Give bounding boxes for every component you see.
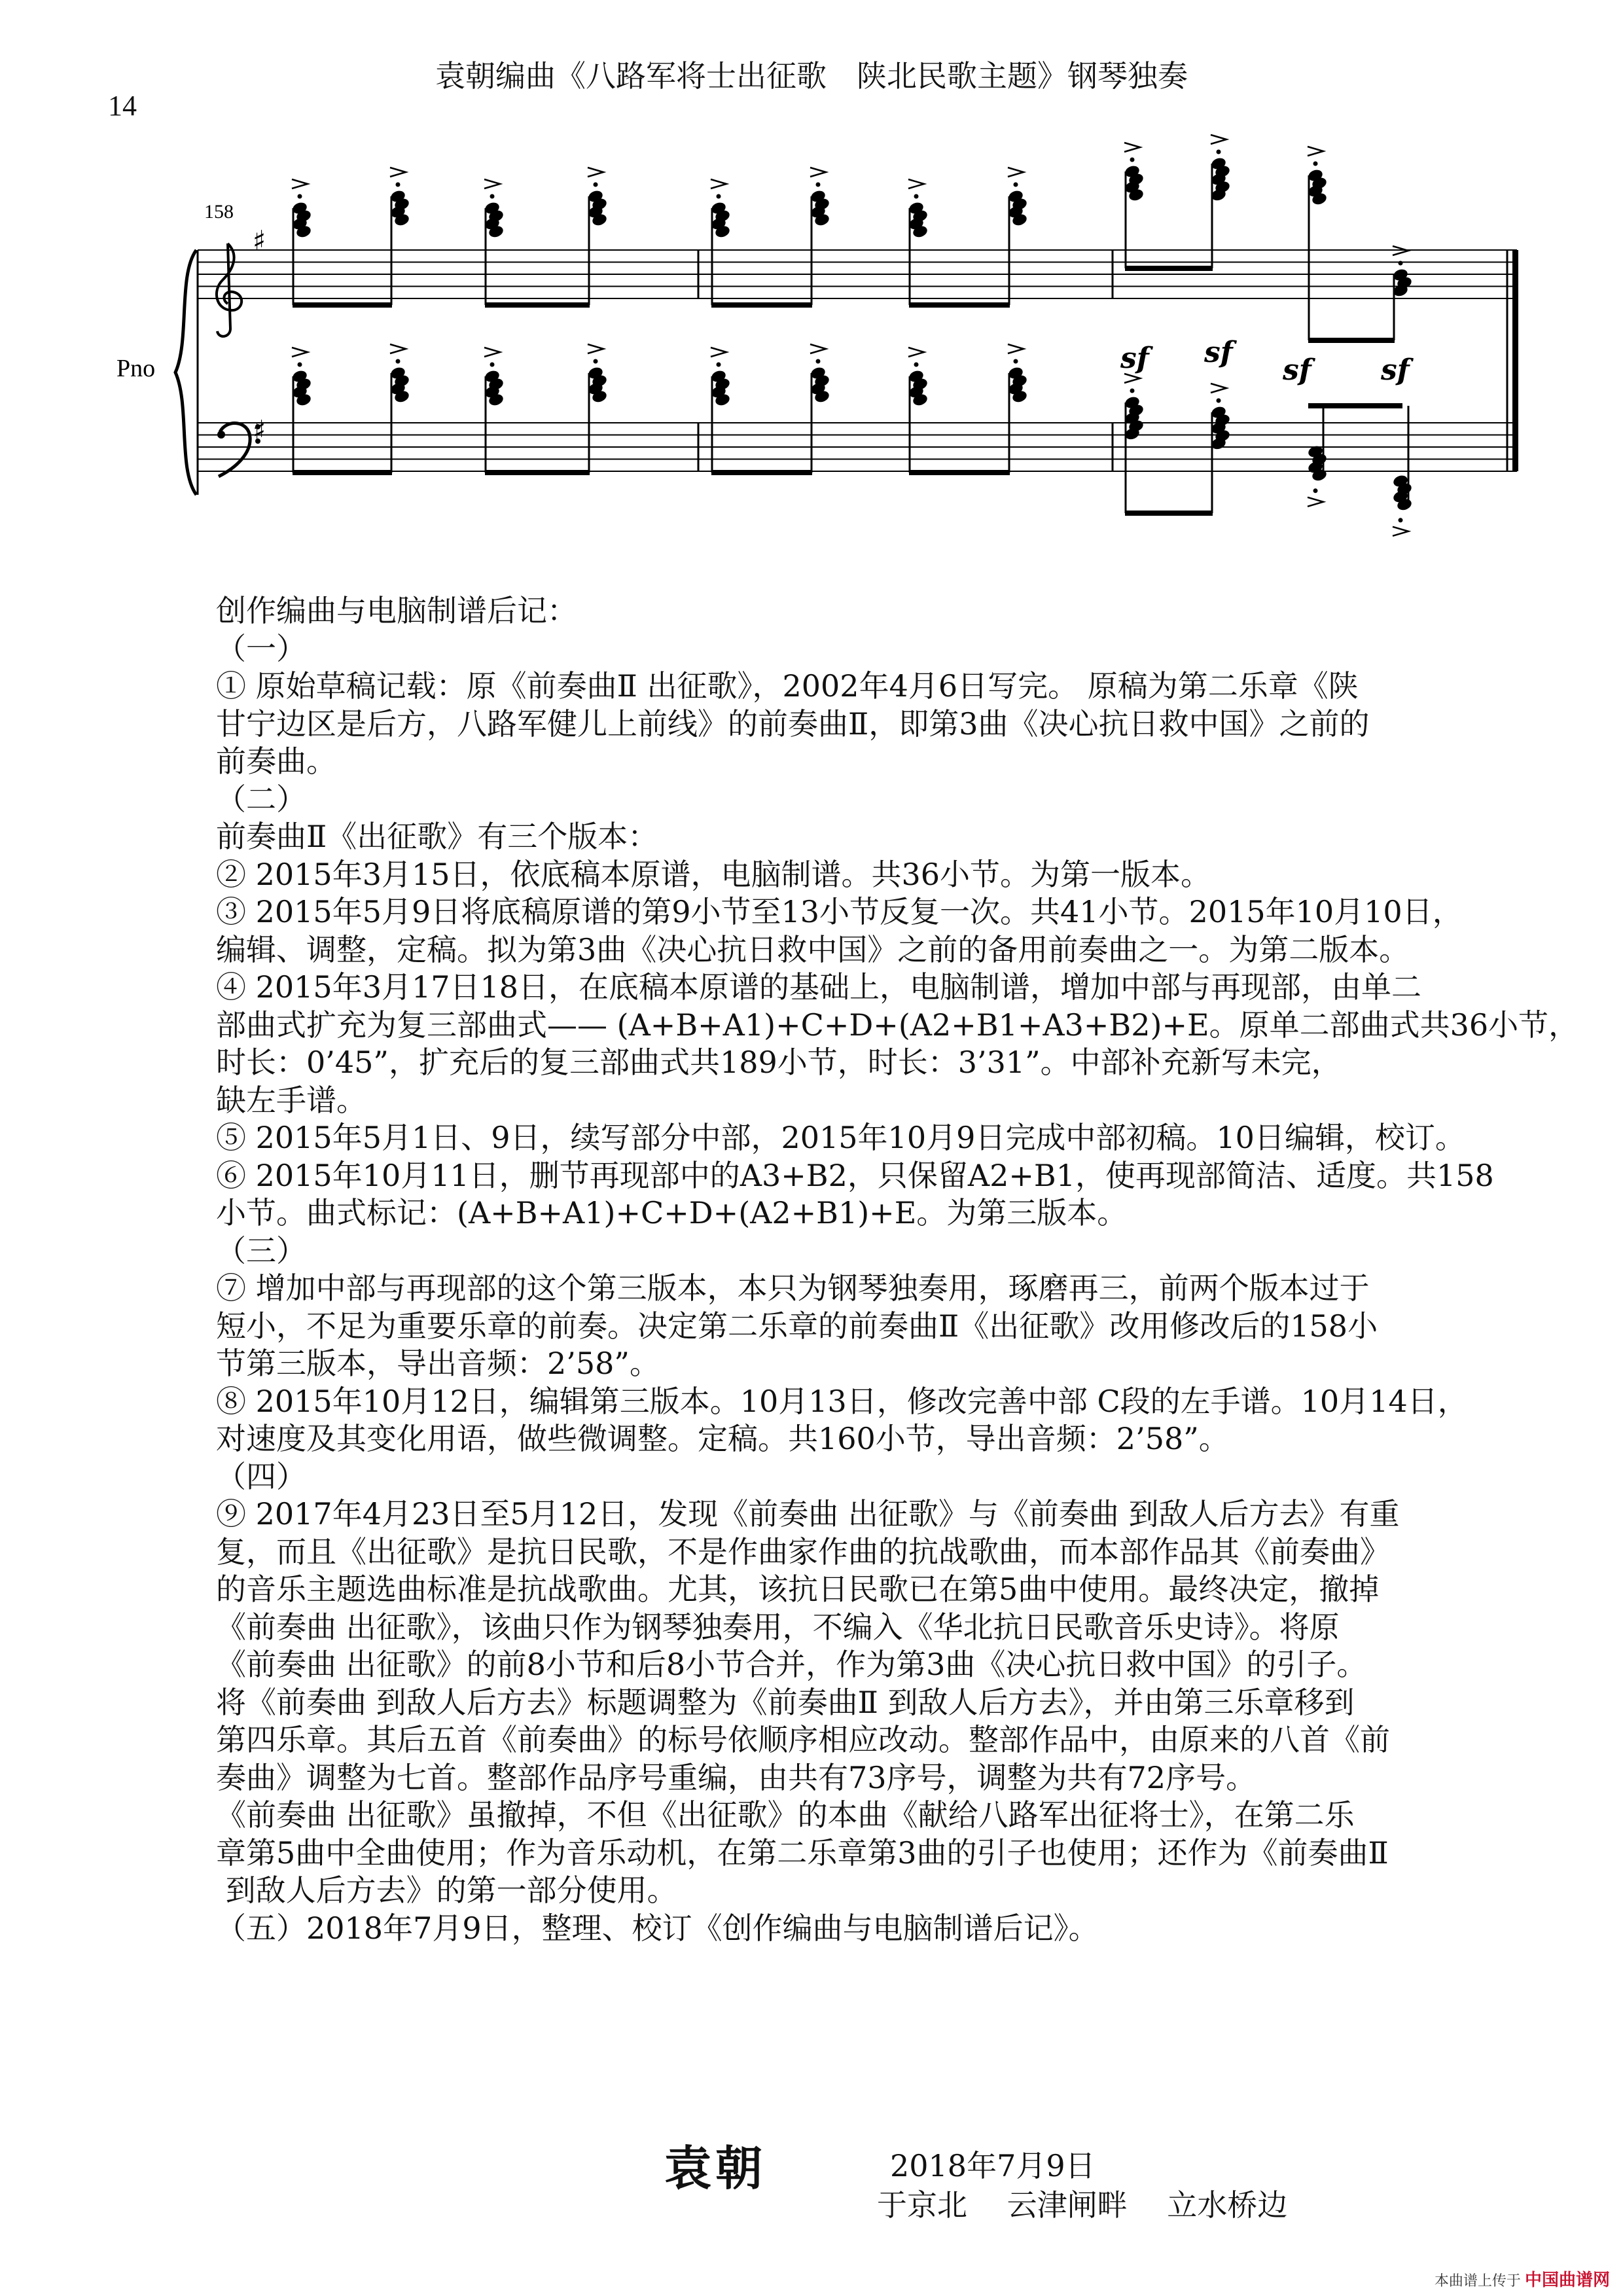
staccato-dot [1313, 162, 1318, 166]
chord [1210, 384, 1231, 513]
beam [485, 470, 590, 475]
beam [1308, 403, 1402, 408]
accent-mark [1393, 527, 1408, 536]
beam [909, 470, 1010, 475]
staccato-dot [1313, 488, 1318, 493]
staccato-dot [914, 194, 919, 199]
accent-mark [908, 348, 924, 357]
afterword-line: ② 2015年3月15日，依底稿本原谱，电脑制谱。共36小节。为第一版本。 [216, 856, 1211, 892]
accent-mark [1124, 374, 1140, 383]
signature-name: 袁朝 [664, 2140, 767, 2196]
accent-mark [1008, 344, 1024, 353]
beam [711, 302, 812, 308]
chord [389, 344, 410, 473]
staccato-dot [396, 183, 401, 187]
staccato-dot [594, 183, 598, 187]
chord [1392, 246, 1413, 340]
signature-place: 于京北 云津闸畔 立水桥边 [877, 2187, 1288, 2223]
beam [293, 470, 392, 475]
dynamic-sf: sf [1381, 353, 1410, 387]
afterword-line: 编辑、调整，定稿。拟为第3曲《决心抗日救中国》之前的备用前奏曲之一。为第二版本。 [216, 931, 1410, 967]
afterword-line: （五）2018年7月9日，整理、校订《创作编曲与电脑制谱后记》。 [216, 1910, 1099, 1946]
afterword-line: 《前奏曲 出征歌》虽撤掉，不但《出征歌》的本曲《献给八路军出征将士》，在第二乐 [216, 1797, 1355, 1833]
afterword-line: （二） [216, 781, 306, 817]
staccato-dot [298, 363, 302, 367]
dynamics [1120, 336, 1414, 387]
afterword-line: ① 原始草稿记载：原《前奏曲Ⅱ 出征歌》，2002年4月6日写完。 原稿为第二乐章《陕 [216, 668, 1359, 704]
afterword-line: ⑤ 2015年5月1日、9日，续写部分中部，2015年10月9日完成中部初稿。10日编辑，校订。 [216, 1120, 1465, 1155]
afterword-line: ⑦ 增加中部与再现部的这个第三版本，本只为钢琴独奏用，琢磨再三，前两个版本过于 [216, 1270, 1370, 1306]
chord [1210, 135, 1231, 268]
chord [1007, 344, 1028, 473]
afterword-line: 小节。曲式标记：(A+B+A1)+C+D+(A2+B1)+E。为第三版本。 [216, 1195, 1128, 1230]
staccato-dot [1130, 389, 1135, 393]
accent-mark [908, 179, 924, 188]
score [0, 0, 1623, 576]
chord [587, 344, 608, 473]
accent-mark [484, 348, 500, 357]
afterword-line: 前奏曲Ⅱ《出征歌》有三个版本： [216, 819, 658, 854]
accent-mark [1211, 384, 1226, 393]
afterword-line: ⑥ 2015年10月11日，删节再现部中的A3+B2，只保留A2+B1，使再现部简洁、适度。共158 [216, 1157, 1494, 1193]
chord [1124, 374, 1145, 513]
beam [1125, 266, 1213, 271]
staccato-dot [1014, 183, 1018, 187]
staff-lines [198, 250, 1517, 471]
staccato-dot [1130, 158, 1135, 162]
afterword-line: （四） [216, 1458, 306, 1494]
accent-mark [1308, 497, 1323, 507]
treble-sharp-icon: ♯ [253, 224, 266, 257]
afterword-line: （三） [216, 1232, 306, 1268]
afterword-line: 甘宁边区是后方，八路军健儿上前线》的前奏曲Ⅱ，即第3曲《决心抗日救中国》之前的 [216, 706, 1370, 742]
afterword-line: 奏曲》调整为七首。整部作品序号重编，由共有73序号，调整为共有72序号。 [216, 1759, 1257, 1795]
header-title: 袁朝编曲《八路军将士出征歌 陕北民歌主题》钢琴独奏 [435, 58, 1188, 94]
accent-mark [1308, 147, 1323, 156]
chord [1307, 406, 1328, 507]
staccato-dot [717, 363, 721, 367]
accent-mark [390, 168, 406, 177]
staccato-dot [816, 183, 821, 187]
chords [291, 135, 1413, 536]
staccato-dot [914, 363, 919, 367]
afterword-line: 复，而且《出征歌》是抗日民歌，不是作曲家作曲的抗战歌曲，而本部作品其《前奏曲》 [216, 1534, 1390, 1570]
afterword-line: 章第5曲中全曲使用；作为音乐动机，在第二乐章第3曲的引子也使用；还作为《前奏曲Ⅱ [216, 1835, 1389, 1871]
accent-mark [588, 344, 603, 353]
chord [587, 168, 608, 305]
afterword-text [216, 592, 1579, 1947]
staccato-dot [298, 194, 302, 199]
chord [908, 348, 929, 473]
accent-mark [711, 348, 726, 357]
afterword-line: ④ 2015年3月17日18日，在底稿本原谱的基础上，电脑制谱，增加中部与再现部，由单二 [216, 969, 1422, 1005]
staccato-dot [1399, 518, 1403, 522]
accent-mark [1124, 143, 1140, 152]
beam [485, 302, 590, 308]
dynamic-sf: sf [1204, 336, 1233, 369]
accent-mark [484, 179, 500, 188]
staccato-dot [1217, 150, 1221, 154]
afterword-line: ⑧ 2015年10月12日，编辑第三版本。10月13日，修改完善中部 C段的左手谱。10月14日， [216, 1383, 1468, 1419]
afterword-line: 将《前奏曲 到敌人后方去》标题调整为《前奏曲Ⅱ 到敌人后方去》，并由第三乐章移到 [216, 1684, 1355, 1720]
accent-mark [292, 179, 308, 188]
beam [909, 302, 1010, 308]
accent-mark [390, 344, 406, 353]
accent-mark [1008, 168, 1024, 177]
afterword-line: 短小，不足为重要乐章的前奏。决定第二乐章的前奏曲Ⅱ《出征歌》改用修改后的158小 [216, 1308, 1378, 1344]
staccato-dot [816, 359, 821, 364]
measure-number: 158 [204, 201, 234, 223]
staccato-dot [490, 363, 495, 367]
afterword-line: 节第三版本，导出音频：2’58”。 [216, 1346, 660, 1381]
beam [711, 470, 812, 475]
accent-mark [1211, 135, 1226, 144]
staccato-dot [1399, 261, 1403, 266]
accent-mark [292, 348, 308, 357]
instrument-label: Pno [116, 355, 156, 382]
afterword-line: ⑨ 2017年4月23日至5月12日，发现《前奏曲 出征歌》与《前奏曲 到敌人后方去》有重 [216, 1496, 1400, 1532]
watermark-prefix: 本曲谱上传于 [1434, 2272, 1521, 2289]
afterword-line: 对速度及其变化用语，做些微调整。定稿。共160小节，导出音频：2’58”。 [216, 1421, 1229, 1456]
beam [1125, 511, 1213, 516]
chord [810, 168, 830, 305]
chord [810, 344, 830, 473]
accent-mark [810, 168, 826, 177]
chord [389, 168, 410, 305]
final-barline [1512, 250, 1518, 471]
staccato-dot [717, 194, 721, 199]
afterword-line: 时长：0’45”，扩充后的复三部曲式共189小节，时长：3’31”。中部补充新写未完， [216, 1045, 1342, 1080]
afterword-line: 《前奏曲 出征歌》的前8小节和后8小节合并，作为第3曲《决心抗日救中国》的引子。 [216, 1647, 1367, 1682]
afterword-line: 到敌人后方去》的第一部分使用。 [216, 1873, 677, 1908]
chord [1007, 168, 1028, 305]
accent-mark [588, 168, 603, 177]
signature-date: 2018年7月9日 [890, 2148, 1096, 2183]
dynamic-sf: sf [1120, 342, 1149, 375]
afterword-line: 创作编曲与电脑制谱后记： [216, 593, 577, 628]
afterword-line: 的音乐主题选曲标准是抗战歌曲。尤其，该抗日民歌已在第5曲中使用。最终决定，撤掉 [216, 1571, 1380, 1607]
accent-mark [810, 344, 826, 353]
watermark [1435, 2267, 1610, 2291]
beam [1308, 338, 1395, 343]
chord [291, 348, 312, 473]
afterword-line: ③ 2015年5月9日将底稿原谱的第9小节至13小节反复一次。共41小节。2015年10月10日， [216, 894, 1463, 929]
chord [484, 348, 505, 473]
afterword-line: 部曲式扩充为复三部曲式—— (A+B+A1)+C+D+(A2+B1+A3+B2)+E。原单二部曲式共36小节， [216, 1007, 1579, 1043]
accent-mark [711, 179, 726, 188]
watermark-brand: 中国曲谱网 [1524, 2270, 1610, 2289]
afterword-line: （一） [216, 630, 306, 666]
grand-staff-brace [175, 250, 196, 495]
beam [293, 302, 392, 308]
staccato-dot [594, 359, 598, 364]
chord [710, 348, 731, 473]
staccato-dot [1014, 359, 1018, 364]
staccato-dot [490, 194, 495, 199]
afterword-line: 《前奏曲 出征歌》，该曲只作为钢琴独奏用，不编入《华北抗日民歌音乐史诗》。将原 [216, 1609, 1340, 1645]
afterword-line: 前奏曲。 [216, 744, 336, 779]
dynamic-sf: sf [1283, 353, 1311, 387]
afterword-line: 第四乐章。其后五首《前奏曲》的标号依顺序相应改动。整部作品中，由原来的八首《前 [216, 1722, 1390, 1757]
treble-clef-icon [217, 243, 241, 336]
staccato-dot [396, 359, 401, 364]
bass-sharp-icon: ♯ [253, 414, 266, 446]
staccato-dot [1217, 399, 1221, 403]
page-number: 14 [108, 90, 137, 122]
afterword-line: 缺左手谱。 [216, 1082, 366, 1118]
chord [1307, 147, 1328, 340]
